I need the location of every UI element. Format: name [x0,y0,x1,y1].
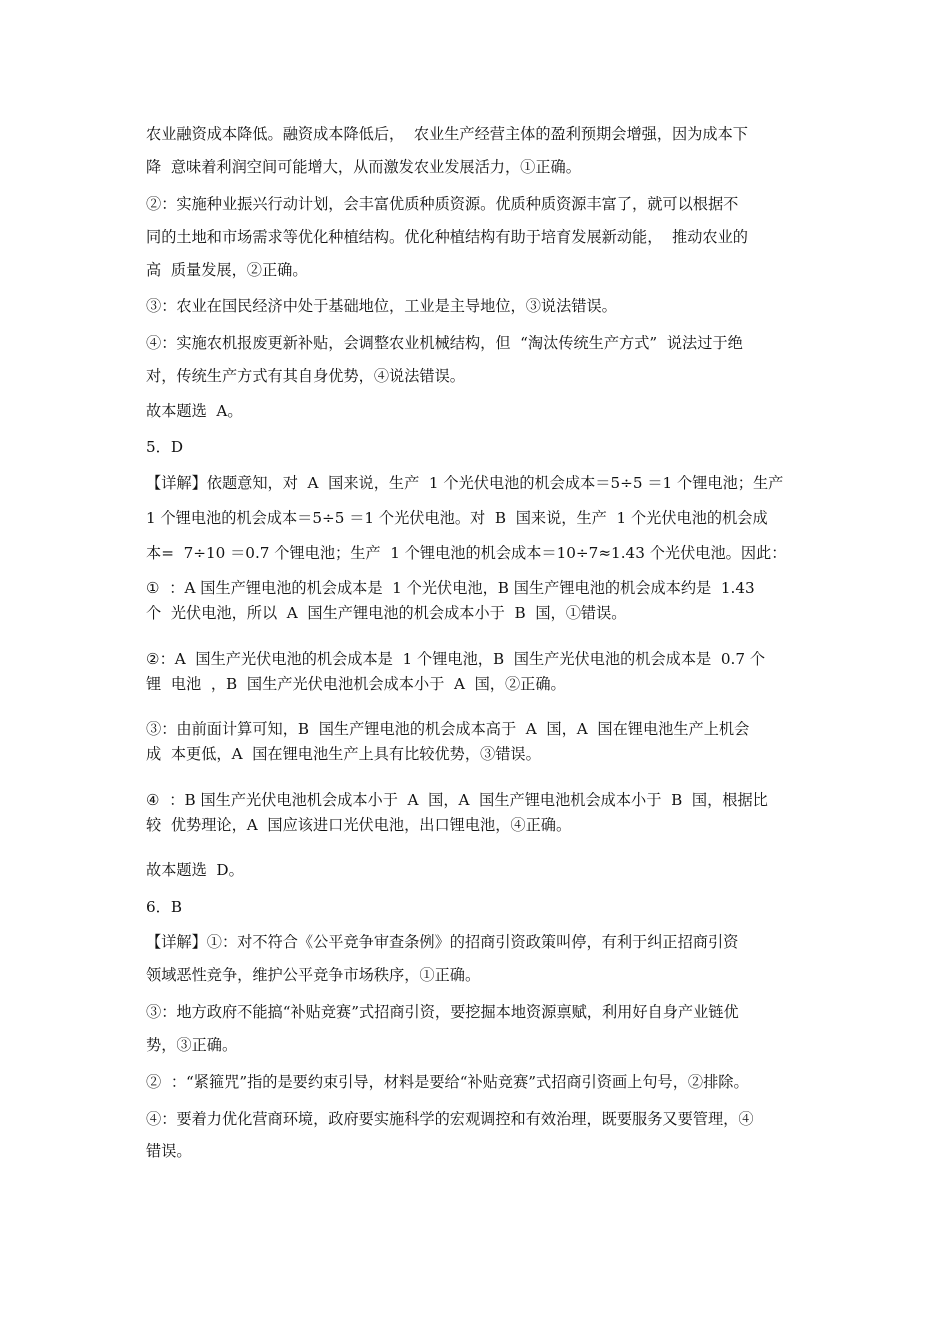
text-line: 领域恶性竞争，维护公平竞争市场秩序，①正确。 [146,966,481,984]
text-line: 本= 7÷10 ＝0.7 个锂电池；生产 1 个锂电池的机会成本＝10÷7≈1.43 个光伏电池。因此： [146,544,787,562]
text-line: ① ：A 国生产锂电池的机会成本是 1 个光伏电池，B 国生产锂电池的机会成本约是 1.43 [146,579,755,597]
text-line: ④ ：B 国生产光伏电池机会成本小于 A 国，A 国生产锂电池机会成本小于 B 国，根据比 [146,791,768,809]
text-line: 1 个锂电池的机会成本＝5÷5 ＝1 个光伏电池。对 B 国来说，生产 1 个光伏电池的机会成 [146,509,768,527]
text-line: 同的土地和市场需求等优化种植结构。优化种植结构有助于培育发展新动能， 推动农业的 [146,228,748,246]
text-line: 【详解】依题意知，对 A 国来说，生产 1 个光伏电池的机会成本＝5÷5 ＝1 个锂电池；生产 [146,474,784,492]
question-number: 5．D [146,438,184,456]
text-line: ③：地方政府不能搞“补贴竞赛”式招商引资，要挖掘本地资源禀赋，利用好自身产业链优 [146,1003,739,1021]
text-line: 个 光伏电池，所以 A 国生产锂电池的机会成本小于 B 国，①错误。 [146,604,627,622]
text-line: 成 本更低，A 国在锂电池生产上具有比较优势，③错误。 [146,745,541,763]
text-line: 故本题选 A。 [146,402,243,420]
text-line: ②：A 国生产光伏电池的机会成本是 1 个锂电池，B 国生产光伏电池的机会成本是 0.7 个 [146,650,766,668]
text-line: 势，③正确。 [146,1036,238,1054]
text-line: ② ：“紧箍咒”指的是要约束引导，材料是要给“补贴竞赛”式招商引资画上句号，②排除。 [146,1073,749,1091]
text-line: 错误。 [146,1142,192,1160]
text-line: ③：由前面计算可知，B 国生产锂电池的机会成本高于 A 国，A 国在锂电池生产上机会 [146,720,750,738]
text-line: ③：农业在国民经济中处于基础地位，工业是主导地位，③说法错误。 [146,297,617,315]
text-line: ④：实施农机报废更新补贴，会调整农业机械结构，但 “淘汰传统生产方式” 说法过于绝 [146,334,743,352]
text-line: 对，传统生产方式有其自身优势，④说法错误。 [146,367,465,385]
text-line: ④：要着力优化营商环境，政府要实施科学的宏观调控和有效治理，既要服务又要管理，④ [146,1110,754,1128]
text-line: 故本题选 D。 [146,861,244,879]
text-line: 较 优势理论，A 国应该进口光伏电池，出口锂电池，④正确。 [146,816,572,834]
text-line: 【详解】①：对不符合《公平竞争审查条例》的招商引资政策叫停，有利于纠正招商引资 [146,933,739,951]
text-line: ②：实施种业振兴行动计划，会丰富优质种质资源。优质种质资源丰富了，就可以根据不 [146,195,739,213]
text-line: 高 质量发展，②正确。 [146,261,308,279]
text-line: 锂 电池 ，B 国生产光伏电池机会成本小于 A 国，②正确。 [146,675,566,693]
question-number: 6．B [146,898,183,916]
text-line: 降 意味着利润空间可能增大，从而激发农业发展活力，①正确。 [146,158,581,176]
text-line: 农业融资成本降低。融资成本降低后， 农业生产经营主体的盈利预期会增强，因为成本下 [146,125,748,143]
